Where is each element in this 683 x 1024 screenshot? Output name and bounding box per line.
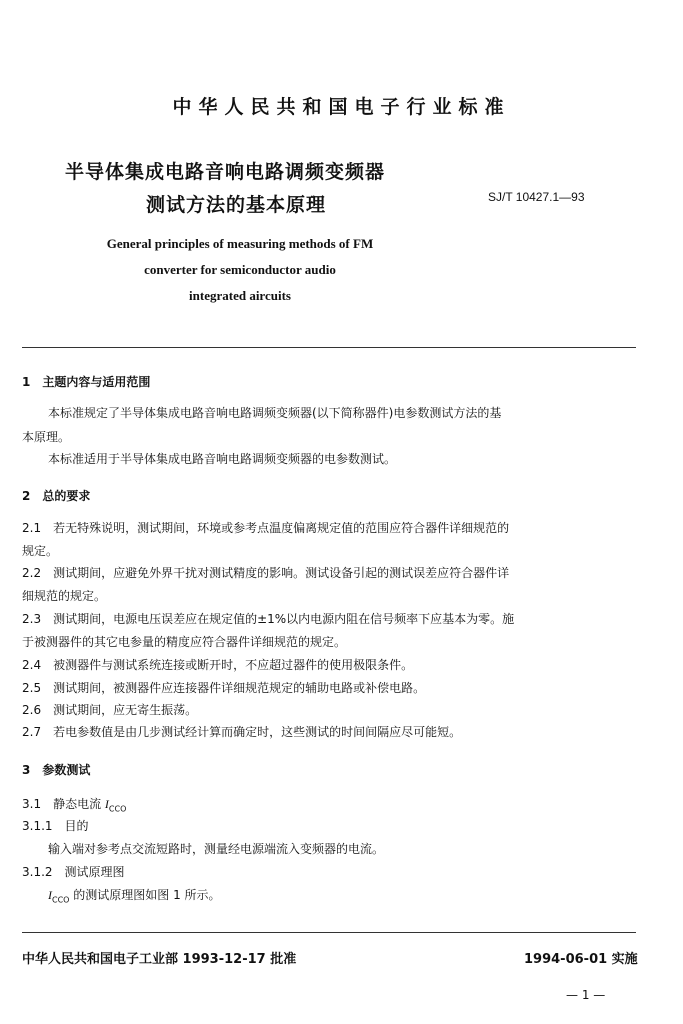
clause-3-1-1: 3.1.1 目的 xyxy=(22,819,89,833)
clause-3-1 xyxy=(22,795,126,813)
clause-2-7: 2.7 若电参数值是由几步测试经计算而确定时，这些测试的时间间隔应尽可能短。 xyxy=(22,725,462,739)
clause-2-2: 2.2 测试期间，应避免外界干扰对测试精度的影响。测试设备引起的测试误差应符合器件详 xyxy=(22,566,510,580)
current-symbol: I xyxy=(104,797,109,811)
section-1-paragraph-2: 本标准适用于半导体集成电路音响电路调频变频器的电参数测试。 xyxy=(48,452,397,466)
clause-2-3-cont: 于被测器件的其它电参量的精度应符合器件详细规范的规定。 xyxy=(22,635,347,649)
page-number: — 1 — xyxy=(566,988,606,1002)
clause-2-4: 2.4 被测器件与测试系统连接或断开时，不应超过器件的使用极限条件。 xyxy=(22,658,414,672)
english-title-line-2: converter for semiconductor audio xyxy=(144,262,336,277)
implementation-date: 1994-06-01 实施 xyxy=(524,952,638,967)
clause-2-3: 2.3 测试期间，电源电压误差应在规定值的±1%以内电源内阻在信号频率下应基本为零。施 xyxy=(22,612,515,626)
section-1-paragraph-1: 本标准规定了半导体集成电路音响电路调频变频器(以下简称器件)电参数测试方法的基 xyxy=(48,406,502,420)
current-symbol-2: I xyxy=(48,888,52,902)
document-title-line-1: 半导体集成电路音响电路调频变频器 xyxy=(65,161,386,183)
section-3-heading: 3 参数测试 xyxy=(22,763,91,777)
document-title-line-2: 测试方法的基本原理 xyxy=(146,194,327,216)
english-title-line-3: integrated aircuits xyxy=(189,288,291,303)
clause-3-1-2-body: 的测试原理图如图 1 所示。 xyxy=(69,888,221,902)
standard-category-header: 中华人民共和国电子行业标准 xyxy=(172,96,511,118)
clause-2-5: 2.5 测试期间，被测器件应连接器件详细规范规定的辅助电路或补偿电路。 xyxy=(22,681,426,695)
clause-2-6: 2.6 测试期间，应无寄生振荡。 xyxy=(22,703,198,717)
clause-3-1-label: 3.1 静态电流 xyxy=(22,797,105,811)
clause-3-1-1-text: 输入端对参考点交流短路时，测量经电源端流入变频器的电流。 xyxy=(48,842,385,856)
clause-3-1-2: 3.1.2 测试原理图 xyxy=(22,865,125,879)
english-title-line-1: General principles of measuring methods of FM xyxy=(106,236,374,251)
section-1-heading: 1 主题内容与适用范围 xyxy=(22,375,151,389)
current-subscript: CCO xyxy=(108,804,127,814)
standard-number: SJ/T 10427.1—93 xyxy=(488,190,585,204)
clause-2-2-cont: 细规范的规定。 xyxy=(22,589,107,603)
clause-2-1-cont: 规定。 xyxy=(22,544,59,558)
clause-3-1-2-text xyxy=(48,886,221,904)
clause-2-1: 2.1 若无特殊说明，测试期间，环境或参考点温度偏离规定值的范围应符合器件详细规范的 xyxy=(22,521,510,535)
approval-line: 中华人民共和国电子工业部 1993-12-17 批准 xyxy=(22,952,297,967)
current-subscript-2: CCO xyxy=(52,895,70,905)
footer-divider xyxy=(22,932,636,933)
top-divider xyxy=(22,347,636,348)
section-1-paragraph-1-cont: 本原理。 xyxy=(22,430,71,444)
section-2-heading: 2 总的要求 xyxy=(22,489,91,503)
